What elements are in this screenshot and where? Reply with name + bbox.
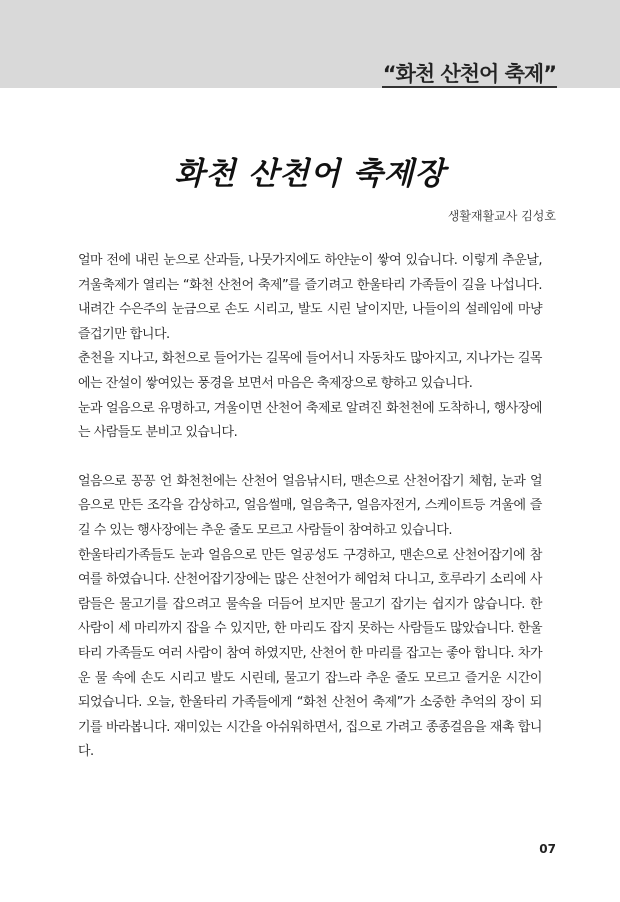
paragraph-3: 눈과 얼음으로 유명하고, 겨울이면 산천어 축제로 알려진 화천천에 도착하니, 행사장에는 사람들도 분비고 있습니다. xyxy=(78,400,542,441)
section-title: “화천 산천어 축제” xyxy=(382,62,556,86)
paragraph-4: 얼음으로 꽁꽁 언 화천천에는 산천어 얼음낚시터, 맨손으로 산천어잡기 체험, 눈과 얼음으로 만든 조각을 감상하고, 얼음썰매, 얼음축구, 얼음자전거, 스케이트등 겨울에 즐길 수 있는 행사장에는 추운 줄도 모르고 사람들이 참여하고 있습니다. xyxy=(78,473,542,538)
article-body xyxy=(78,249,542,765)
title-underline xyxy=(382,86,557,88)
page-number: 07 xyxy=(539,842,556,856)
paragraph-1: 얼마 전에 내린 눈으로 산과들, 나뭇가지에도 하얀눈이 쌓여 있습니다. 이렇게 추운날, 겨울축제가 열리는 “화천 산천어 축제”를 즐기려고 한울타리 가족들이 길을 나섭니다. 내려간 수은주의 눈금으로 손도 시리고, 발도 시린 날이지만, 나들이의 설레임에 마냥 즐겁기만 합니다. xyxy=(78,253,542,342)
article-title: 화천 산천어 축제장 xyxy=(174,156,446,192)
paragraph-2: 춘천을 지나고, 화천으로 들어가는 길목에 들어서니 자동차도 많아지고, 지나가는 길목에는 잔설이 쌓여있는 풍경을 보면서 마음은 축제장으로 향하고 있습니다. xyxy=(78,351,542,391)
author-byline: 생활재활교사 김성호 xyxy=(447,209,556,223)
paragraph-5: 한울타리가족들도 눈과 얼음으로 만든 얼공성도 구경하고, 맨손으로 산천어잡기에 참여를 하였습니다. 산천어잡기장에는 많은 산천어가 헤엄쳐 다니고, 호루라기 소리에 사람들은 물고기를 잡으려고 물속을 더듬어 보지만 물고기 잡기는 쉽지가 않습니다. 한 사람이 세 마리까지 잡을 수 있지만, 한 마리도 잡지 못하는 사람들도 많았습니다. 한울타리 가족들도 여러 사람이 참여 하였지만, 산천어 한 마리를 잡고는 좋아 합니다. 차가운 물 속에 손도 시리고 발도 시린데, 물고기 잡느라 추운 줄도 모르고 즐거운 시간이 되었습니다. 오늘, 한울타리 가족들에게 “화천 산천어 축제”가 소중한 추억의 장이 되기를 바라봅니다. 재미있는 시간을 아쉬워하면서, 집으로 가려고 종종걸음을 재촉 합니다. xyxy=(78,547,542,760)
